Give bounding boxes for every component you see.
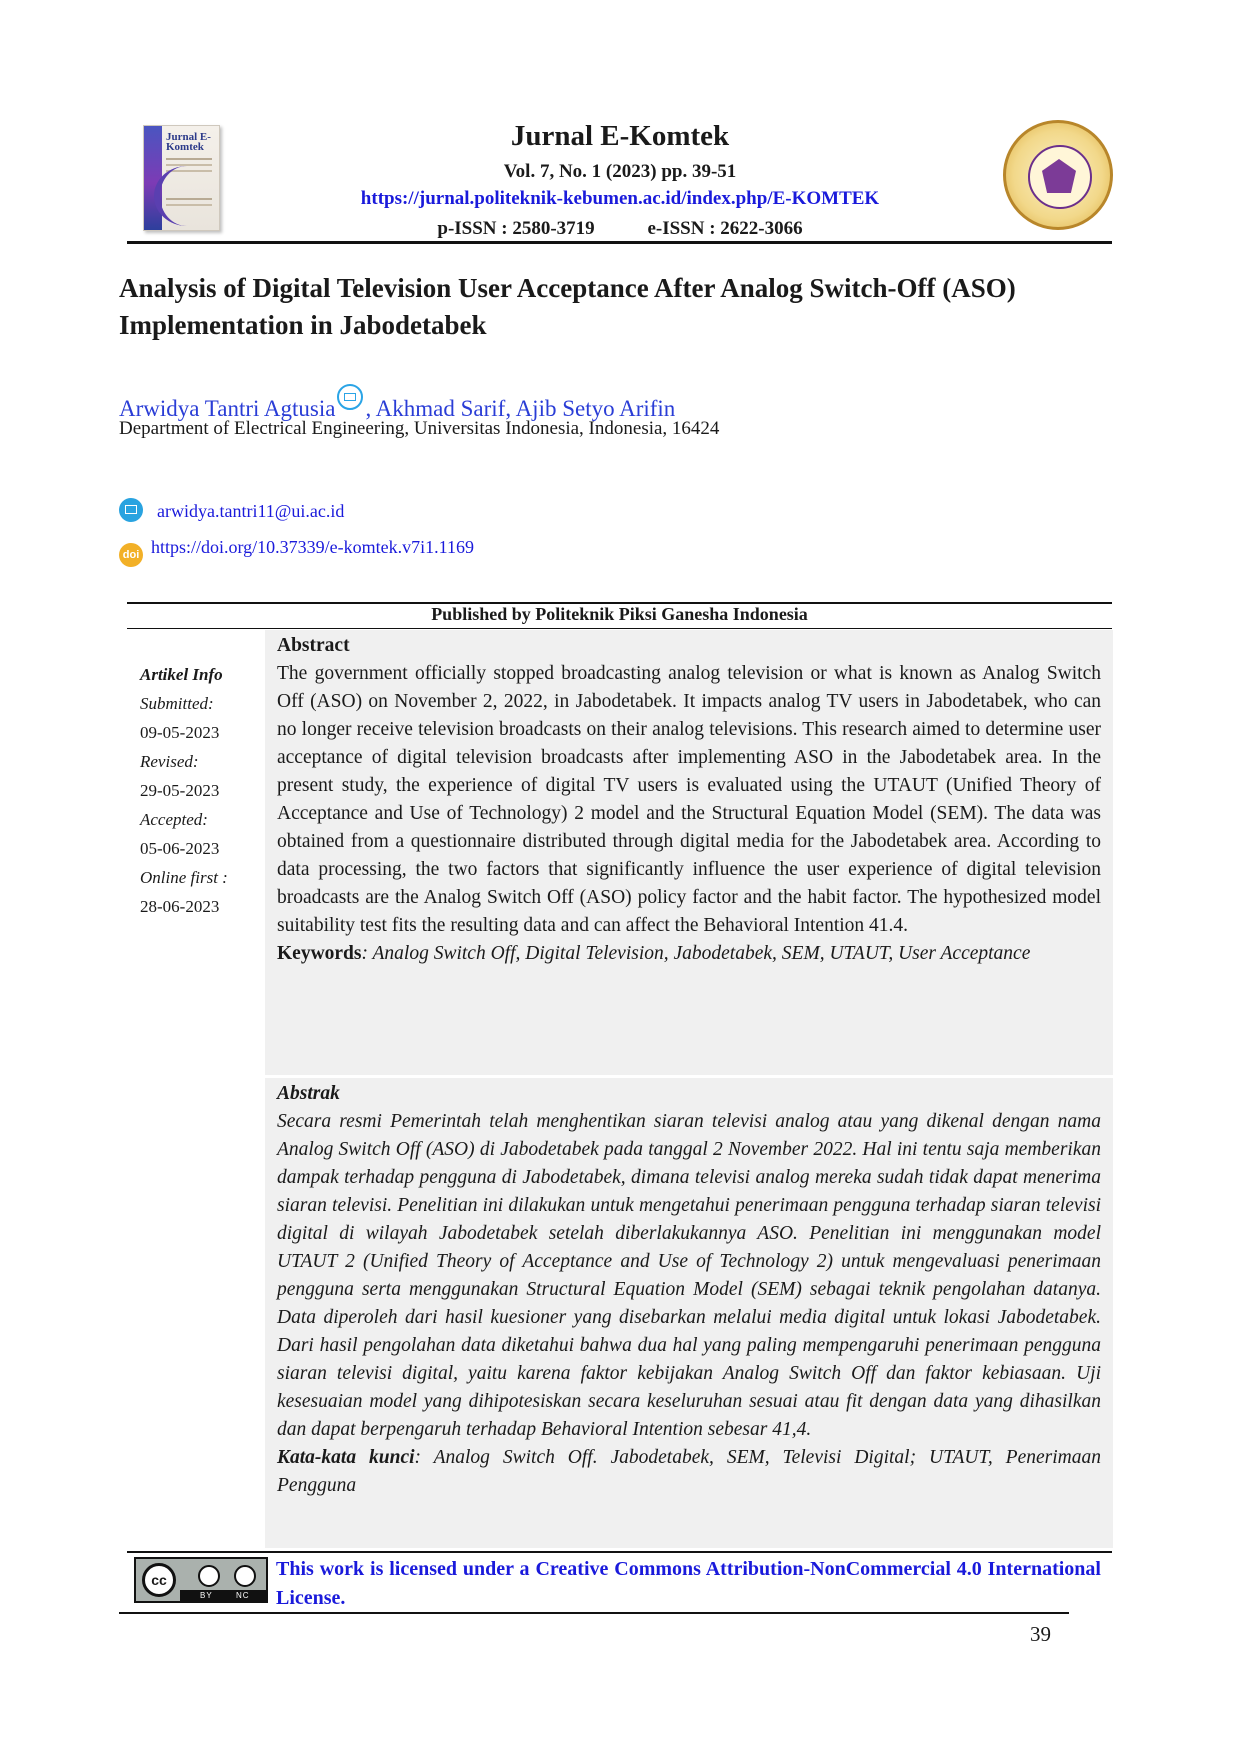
published-rule-bottom bbox=[127, 628, 1112, 629]
revised-date: 29-05-2023 bbox=[140, 781, 220, 800]
kata-kunci-label: Kata-kata kunci bbox=[277, 1447, 415, 1468]
published-by: Published by Politeknik Piksi Ganesha Indonesia bbox=[431, 604, 808, 624]
keywords-line bbox=[277, 940, 1101, 968]
email-link[interactable]: arwidya.tantri11@ui.ac.id bbox=[157, 501, 345, 521]
keywords-label: Keywords bbox=[277, 943, 362, 964]
page-number: 39 bbox=[1030, 1622, 1051, 1646]
abstract-panel bbox=[265, 630, 1113, 1075]
mail-icon[interactable] bbox=[337, 384, 363, 410]
politeknik-logo bbox=[1003, 120, 1113, 230]
email-icon bbox=[119, 498, 143, 522]
abstrak-panel bbox=[265, 1078, 1113, 1548]
e-issn: e-ISSN : 2622-3066 bbox=[647, 218, 803, 239]
kata-kunci-line bbox=[277, 1444, 1101, 1500]
journal-volume: Vol. 7, No. 1 (2023) pp. 39-51 bbox=[503, 161, 737, 182]
doi-row bbox=[119, 537, 474, 567]
author-list bbox=[119, 384, 675, 422]
attribution-icon bbox=[198, 1565, 220, 1587]
article-info-heading: Artikel Info bbox=[140, 665, 223, 684]
co-authors: , Akhmad Sarif, Ajib Setyo Arifin bbox=[365, 396, 676, 421]
creative-commons-badge[interactable] bbox=[134, 1557, 268, 1603]
journal-cover-title: Jurnal E-Komtek bbox=[166, 131, 211, 153]
header-divider bbox=[127, 241, 1112, 244]
abstract-heading: Abstract bbox=[277, 635, 350, 656]
email-row bbox=[119, 498, 344, 522]
keywords-text: : Analog Switch Off, Digital Television, Jabodetabek, SEM, UTAUT, User Acceptance bbox=[361, 943, 1031, 964]
cc-icon: cc bbox=[142, 1563, 176, 1597]
noncommercial-icon bbox=[234, 1565, 256, 1587]
doi-icon: doi bbox=[119, 543, 143, 567]
affiliation: Department of Electrical Engineering, Universitas Indonesia, Indonesia, 16424 bbox=[119, 418, 720, 439]
journal-url-link[interactable]: https://jurnal.politeknik-kebumen.ac.id/index.php/E-KOMTEK bbox=[360, 188, 880, 209]
journal-name: Jurnal E-Komtek bbox=[510, 120, 730, 152]
author-1: Arwidya Tantri Agtusia bbox=[119, 396, 336, 421]
license-link[interactable]: This work is licensed under a Creative Commons Attribution-NonCommercial 4.0 International License. bbox=[276, 1558, 1101, 1609]
badge-by-label: BY bbox=[200, 1591, 213, 1600]
doi-link[interactable]: https://doi.org/10.37339/e-komtek.v7i1.1169 bbox=[151, 537, 474, 557]
footer-rule bbox=[119, 1612, 1069, 1614]
article-info bbox=[140, 660, 260, 921]
abstrak-text: Secara resmi Pemerintah telah menghentikan siaran televisi analog atau yang dikenal dengan nama Analog Switch Off (ASO) di Jabodetabek pada tanggal 2 November 2022. Hal ini tentu saja memberikan dampak terhadap pengguna di Jabodetabek, dimana televisi analog mereka sudah tidak dapat menerima siaran televisi. Penelitian ini dilakukan untuk mengetahui penerimaan pengguna terhadap siaran televisi digital di wilayah Jabodetabek setelah diberlakukannya ASO. Penelitian ini menggunakan model UTAUT 2 (Unified Theory of Acceptance and Use of Technology 2) untuk mengevaluasi penerimaan pengguna serta menggunakan Structural Equation Model (SEM) sebagai teknik pengolahan datanya. Data diperoleh dari hasil kuesioner yang disebarkan melalui media digital untuk lokasi Jabodetabek. Dari hasil pengolahan data diketahui bahwa dua hal yang paling mempengaruhi penerimaan pengguna siaran televisi digital, yaitu karena faktor kebijakan Analog Switch Off dan faktor kebiasaan. Uji kesesuaian model yang dihipotesiskan secara keseluruhan sesuai atau fit dengan data yang dihasilkan dan dapat berpengaruh terhadap Behavioral Intention sebesar 41,4. bbox=[277, 1111, 1101, 1440]
p-issn: p-ISSN : 2580-3719 bbox=[437, 218, 595, 239]
accepted-date: 05-06-2023 bbox=[140, 839, 220, 858]
accepted-label: Accepted: bbox=[140, 810, 208, 829]
submitted-date: 09-05-2023 bbox=[140, 723, 220, 742]
badge-strip bbox=[180, 1590, 266, 1601]
online-first-date: 28-06-2023 bbox=[140, 897, 220, 916]
license-rule bbox=[127, 1551, 1112, 1553]
online-first-label: Online first : bbox=[140, 868, 228, 887]
abstract-text: The government officially stopped broadcasting analog television or what is known as Analog Switch Off (ASO) on November 2, 2022, in Jabodetabek. It impacts analog TV users in Jabodetabek, who can no longer receive television broadcasts on their analog televisions. This research aimed to determine user acceptance of digital television broadcasts after implementing ASO in the Jabodetabek area. In the present study, the experience of digital TV users is evaluated using the UTAUT (Unified Theory of Acceptance and Use of Technology) 2 model and the Structural Equation Model (SEM). The data was obtained from a questionnaire distributed through digital media for the Jabodetabek area. According to data processing, the two factors that significantly influence the user experience of digital television broadcasts are the Analog Switch Off (ASO) policy factor and the habit factor. The hypothesized model suitability test fits the resulting data and can affect the Behavioral Intention 41.4. bbox=[277, 663, 1101, 936]
kata-kunci-text: : Analog Switch Off. Jabodetabek, SEM, Televisi Digital; UTAUT, Penerimaan Pengguna bbox=[277, 1447, 1101, 1496]
paper-title: Analysis of Digital Television User Acceptance After Analog Switch-Off (ASO) Implementation in Jabodetabek bbox=[119, 273, 1016, 340]
revised-label: Revised: bbox=[140, 752, 199, 771]
submitted-label: Submitted: bbox=[140, 694, 214, 713]
abstrak-heading: Abstrak bbox=[277, 1083, 340, 1104]
badge-nc-label: NC bbox=[236, 1591, 250, 1600]
